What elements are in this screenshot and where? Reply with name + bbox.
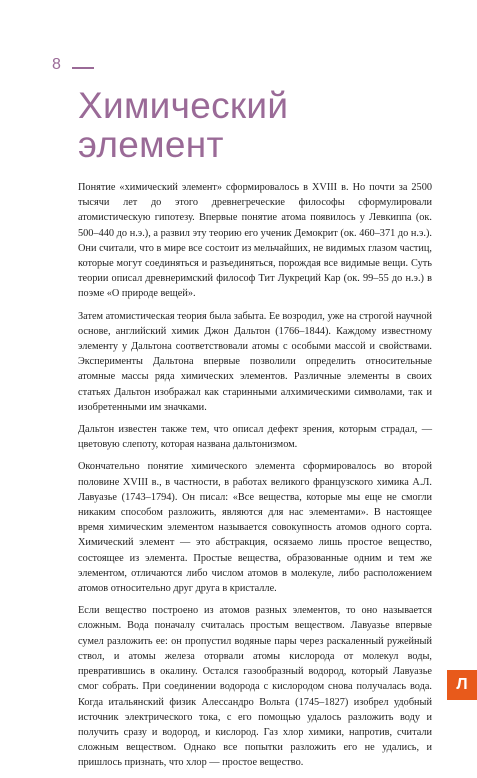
paragraph: Понятие «химический элемент» сформировалось в XVIII в. Но почти за 2500 тысячи лет до этого древнегреческие философы сформулировали атомистическую гипотезу. Впервые понятие атома появилось у Левкиппа (ок. 500–440 до н.э.), а развил эту теорию его ученик Демокрит (ок. 460–371 до н.э.). Они считали, что в мире все состоит из мельчайших, не видимых глазом частиц, которые могут соединяться и разъединяться, порождая все видимые вещи. Суть теории описал древнеримский философ Тит Лукреций Кар (ок. 99–55 до н.э.) в поэме «О природе вещей». [78, 182, 432, 300]
chapter-title [78, 86, 288, 164]
page-number: 8 [52, 56, 61, 73]
chapter-title-line1: Химический [78, 85, 289, 126]
paragraph: Дальтон известен также тем, что описал дефект зрения, которым страдал, — цветовую слепоту, которая названа дальтонизмом. [78, 424, 432, 451]
chapter-title-line2: элемент [78, 124, 224, 165]
paragraph: Затем атомистическая теория была забыта. Ее возродил, уже на строгой научной основе, английский химик Джон Дальтон (1766–1844). Каждому известному элементу у Дальтона соответствовали атомы с особыми массой и свойствами. Эксперименты Дальтона впервые позволили определить относительные атомные массы ряда химических элементов. Различные элементы в своих статьях Дальтон изображал как старинными алхимическими символами, так и изобретенными им значками. [78, 310, 432, 413]
body-text [78, 180, 432, 778]
paragraph: Окончательно понятие химического элемента сформировалось во второй половине XVIII в., в частности, в работах великого французского химика А.Л. Лавуазье (1743–1794). Он писал: «Все вещества, которые мы еще не смогли никаким способом разложить, являются для нас элементами». В настоящее время химическим элементом называется совокупность атомов одного сорта. Химический элемент — это абстракция, осязаемо лишь простое вещество, состоящее из элемента. Простые вещества, образованные одним и тем же элементом, отличаются либо числом атомов в молекуле, либо расположением атомов относительно друг друга в кристалле. [78, 461, 432, 595]
page-number-rule [72, 67, 94, 69]
paragraph: Если вещество построено из атомов разных элементов, то оно называется сложным. Вода поначалу считалась простым веществом. Лавуазье впервые сумел разложить ее: он пропустил водяные пары через раскаленный ружейный ствол, и атомы железа оторвали атомы кислорода от молекул воды, превратившись в окалину. Остался газообразный водород, который Лавуазье смог собрать. При соединении водорода с кислородом снова получалась вода. Когда итальянский физик Алессандро Вольта (1745–1827) изобрел удобный источник электрического тока, с его помощью удалось разложить воду и получить сразу и водород, и кислород. Газ хлор химики, напротив, считали сложным веществом. Однако все попытки разложить его не удались, и пришлось признать, что хлор — простое вещество. [78, 605, 432, 769]
publisher-logo: Л [447, 670, 477, 700]
